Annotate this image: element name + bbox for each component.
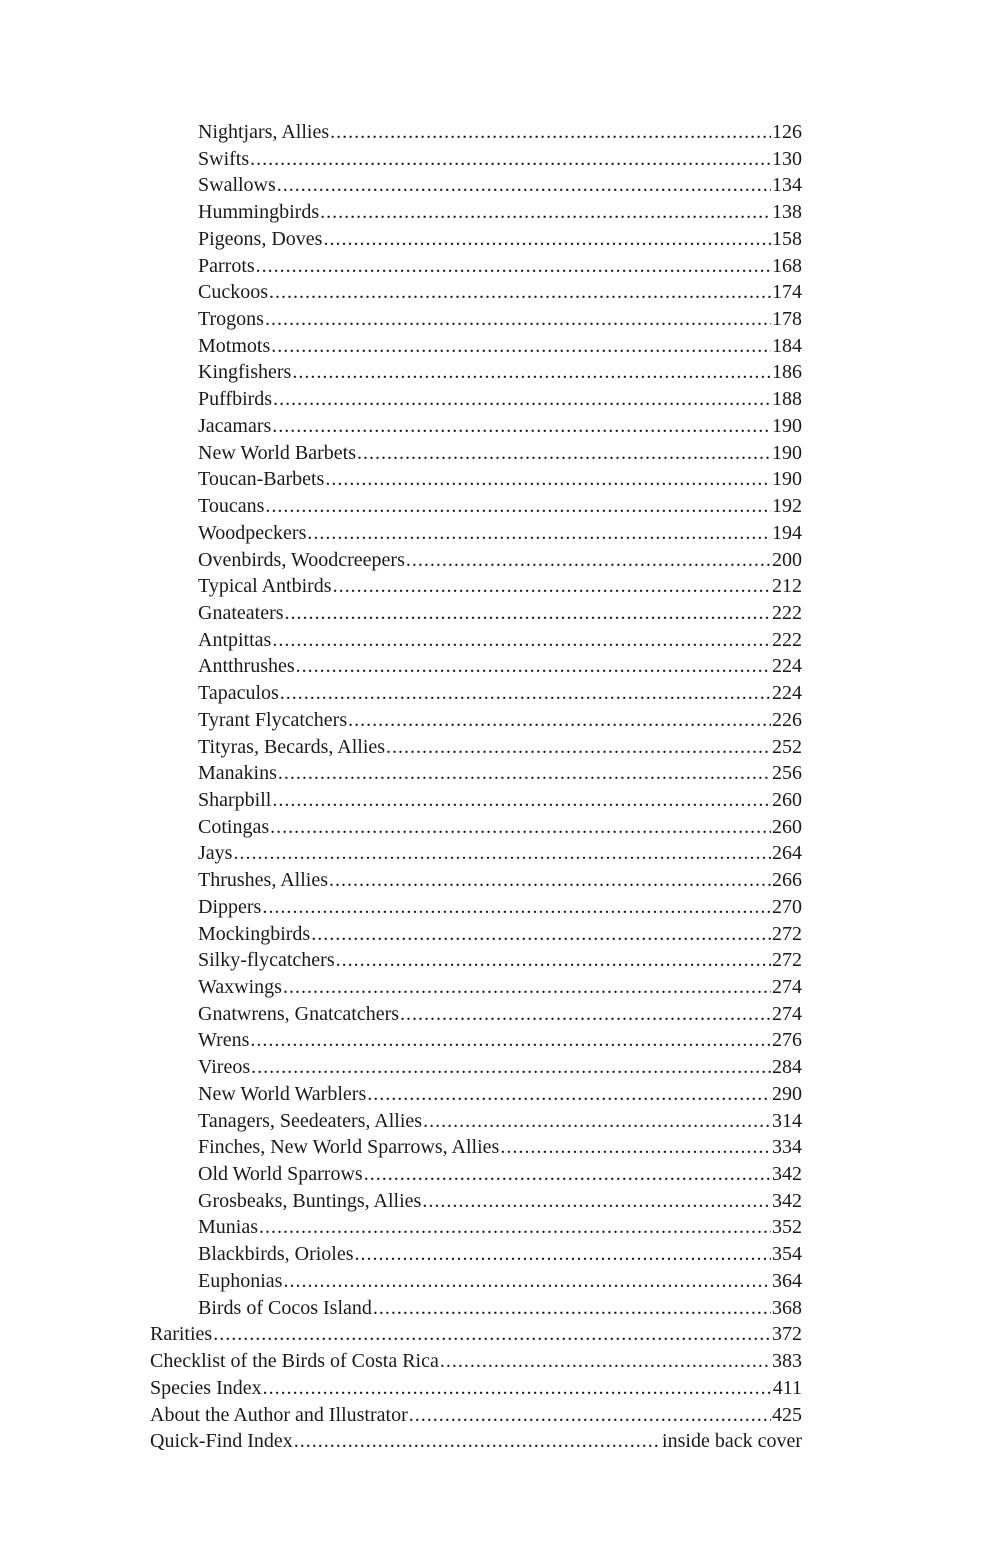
subsection-list	[150, 119, 802, 1321]
toc-entry-title: Jacamars	[198, 414, 272, 437]
toc-entry-page: 192	[772, 495, 802, 518]
toc-entry-page: 200	[772, 548, 802, 571]
toc-entry	[150, 974, 802, 1001]
toc-entry-title: Kingfishers	[198, 361, 292, 384]
dot-leader	[250, 1027, 771, 1054]
dot-leader	[269, 279, 771, 306]
toc-entry-title: Ovenbirds, Woodcreepers	[198, 548, 405, 571]
toc-entry-page: 334	[772, 1136, 802, 1159]
dot-leader	[272, 627, 771, 654]
toc-entry-title: Rarities	[150, 1323, 213, 1346]
toc-entry-page: 130	[772, 147, 802, 170]
toc-entry	[150, 1027, 802, 1054]
toc-entry	[150, 840, 802, 867]
toc-entry	[150, 627, 802, 654]
dot-leader	[273, 386, 771, 413]
toc-entry-page: 174	[772, 281, 802, 304]
toc-entry-title: Trogons	[198, 308, 264, 331]
toc-entry-page: 212	[772, 575, 802, 598]
toc-entry-title: Gnateaters	[198, 601, 284, 624]
toc-entry-title: Grosbeaks, Buntings, Allies	[198, 1189, 422, 1212]
toc-entry-page: 342	[772, 1189, 802, 1212]
toc-entry-title: Hummingbirds	[198, 201, 320, 224]
table-of-contents	[150, 119, 802, 1455]
dot-leader	[280, 680, 771, 707]
dot-leader	[259, 1214, 771, 1241]
toc-entry	[150, 1241, 802, 1268]
toc-entry-title: Sharpbill	[198, 788, 272, 811]
toc-entry	[150, 279, 802, 306]
toc-entry-page: 425	[772, 1403, 802, 1426]
toc-entry-page: 411	[772, 1376, 802, 1399]
toc-entry	[150, 734, 802, 761]
toc-entry-page: inside back cover	[662, 1430, 802, 1453]
toc-entry-title: Manakins	[198, 762, 277, 785]
dot-leader	[277, 172, 771, 199]
toc-entry	[150, 760, 802, 787]
toc-entry	[150, 1054, 802, 1081]
toc-entry-title: Antthrushes	[198, 655, 295, 678]
toc-entry-page: 314	[772, 1109, 802, 1132]
toc-entry-page: 352	[772, 1216, 802, 1239]
toc-entry	[150, 1081, 802, 1108]
toc-entry	[150, 333, 802, 360]
toc-entry-page: 190	[772, 414, 802, 437]
toc-entry	[150, 386, 802, 413]
dot-leader	[348, 707, 771, 734]
dot-leader	[307, 520, 771, 547]
toc-entry-title: Mockingbirds	[198, 922, 311, 945]
toc-entry-title: Tanagers, Seedeaters, Allies	[198, 1109, 423, 1132]
dot-leader	[500, 1134, 771, 1161]
toc-entry-page: 222	[772, 628, 802, 651]
dot-leader	[256, 253, 771, 280]
toc-entry-title: Dippers	[198, 895, 262, 918]
toc-entry-page: 354	[772, 1243, 802, 1266]
toc-entry	[150, 1161, 802, 1188]
toc-entry-title: Thrushes, Allies	[198, 869, 328, 892]
toc-entry-title: Antpittas	[198, 628, 272, 651]
toc-entry-title: Cuckoos	[198, 281, 268, 304]
toc-entry-title: Blackbirds, Orioles	[198, 1243, 354, 1266]
toc-entry	[150, 653, 802, 680]
toc-entry-page: 266	[772, 869, 802, 892]
toc-entry	[150, 547, 802, 574]
toc-entry	[150, 1295, 802, 1322]
dot-leader	[233, 840, 771, 867]
toc-entry-title: About the Author and Illustrator	[150, 1403, 408, 1426]
toc-entry-title: Swallows	[198, 174, 276, 197]
toc-entry-title: Vireos	[198, 1056, 251, 1079]
toc-entry-title: New World Warblers	[198, 1082, 367, 1105]
toc-entry-page: 274	[772, 976, 802, 998]
toc-entry-page: 364	[772, 1269, 802, 1292]
dot-leader	[292, 359, 771, 386]
dot-leader	[355, 1241, 771, 1268]
dot-leader	[250, 146, 771, 173]
dot-leader	[283, 1268, 771, 1295]
toc-entry-page: 290	[772, 1082, 802, 1105]
toc-entry-title: Euphonias	[198, 1269, 283, 1292]
toc-entry-page: 383	[772, 1350, 802, 1373]
toc-entry	[150, 1134, 802, 1161]
toc-entry-page: 270	[772, 895, 802, 918]
toc-entry	[150, 867, 802, 894]
toc-entry-page: 342	[772, 1163, 802, 1186]
toc-entry-page: 264	[772, 842, 802, 865]
dot-leader	[272, 787, 771, 814]
toc-entry-page: 186	[772, 361, 802, 384]
toc-entry-title: Parrots	[198, 254, 255, 277]
toc-entry-title: Jays	[198, 842, 233, 865]
section-list	[150, 1321, 802, 1455]
dot-leader	[364, 1161, 771, 1188]
dot-leader	[285, 600, 771, 627]
toc-entry-page: 184	[772, 334, 802, 357]
dot-leader	[333, 573, 771, 600]
dot-leader	[311, 921, 771, 948]
dot-leader	[423, 1108, 771, 1135]
toc-entry-page: 134	[772, 174, 802, 197]
dot-leader	[329, 867, 771, 894]
toc-entry-title: Toucans	[198, 495, 265, 518]
toc-entry	[150, 947, 802, 974]
toc-entry	[150, 520, 802, 547]
toc-entry-page: 222	[772, 601, 802, 624]
toc-entry-title: Tyrant Flycatchers	[198, 708, 348, 731]
toc-entry-title: Checklist of the Birds of Costa Rica	[150, 1350, 439, 1373]
toc-entry	[150, 573, 802, 600]
toc-entry-title: Birds of Cocos Island	[198, 1296, 372, 1319]
toc-entry	[150, 493, 802, 520]
toc-entry	[150, 440, 802, 467]
dot-leader	[336, 947, 771, 974]
dot-leader	[400, 1001, 771, 1028]
toc-entry	[150, 1428, 802, 1455]
dot-leader	[263, 1375, 772, 1402]
toc-entry	[150, 119, 802, 146]
toc-entry	[150, 894, 802, 921]
toc-entry-title: Wrens	[198, 1029, 250, 1052]
toc-entry	[150, 306, 802, 333]
toc-entry	[150, 253, 802, 280]
toc-entry	[150, 707, 802, 734]
dot-leader	[323, 226, 771, 253]
dot-leader	[251, 1054, 771, 1081]
toc-entry	[150, 1108, 802, 1135]
toc-entry	[150, 1268, 802, 1295]
dot-leader	[270, 814, 771, 841]
toc-entry-title: Pigeons, Doves	[198, 227, 323, 250]
toc-entry-page: 274	[772, 1002, 802, 1025]
toc-entry-page: 194	[772, 521, 802, 544]
toc-entry-page: 256	[772, 762, 802, 785]
dot-leader	[325, 466, 771, 493]
toc-entry-page: 368	[772, 1296, 802, 1319]
dot-leader	[406, 547, 771, 574]
toc-entry	[150, 1375, 802, 1402]
toc-entry-title: Puffbirds	[198, 388, 273, 411]
toc-entry	[150, 226, 802, 253]
dot-leader	[330, 119, 771, 146]
toc-entry-page: 178	[772, 308, 802, 331]
toc-entry	[150, 1348, 802, 1375]
toc-entry-page: 138	[772, 201, 802, 224]
toc-entry-title: Woodpeckers	[198, 521, 307, 544]
toc-entry	[150, 921, 802, 948]
toc-entry	[150, 199, 802, 226]
toc-entry-title: Finches, New World Sparrows, Allies	[198, 1136, 500, 1159]
toc-entry-page: 272	[772, 922, 802, 945]
dot-leader	[386, 734, 771, 761]
dot-leader	[213, 1321, 771, 1348]
toc-entry-page: 260	[772, 815, 802, 838]
toc-entry-title: New World Barbets	[198, 441, 356, 464]
toc-entry	[150, 413, 802, 440]
toc-entry-page: 168	[772, 254, 802, 277]
dot-leader	[367, 1081, 771, 1108]
toc-entry-page: 188	[772, 388, 802, 411]
toc-entry-page: 190	[772, 441, 802, 464]
toc-entry-page: 226	[772, 708, 802, 731]
toc-entry	[150, 787, 802, 814]
dot-leader	[440, 1348, 771, 1375]
toc-entry-page: 284	[772, 1056, 802, 1079]
toc-entry-page: 190	[772, 468, 802, 491]
dot-leader	[296, 653, 771, 680]
dot-leader	[271, 333, 771, 360]
toc-entry-title: Tityras, Becards, Allies	[198, 735, 386, 758]
dot-leader	[409, 1402, 771, 1429]
toc-entry-title: Motmots	[198, 334, 271, 357]
toc-entry-title: Swifts	[198, 147, 250, 170]
toc-entry-title: Silky-flycatchers	[198, 949, 335, 972]
dot-leader	[262, 894, 771, 921]
toc-entry-page: 272	[772, 949, 802, 972]
toc-entry	[150, 680, 802, 707]
toc-entry	[150, 1214, 802, 1241]
toc-entry	[150, 146, 802, 173]
dot-leader	[265, 306, 771, 333]
dot-leader	[265, 493, 771, 520]
toc-entry-page: 224	[772, 655, 802, 678]
toc-entry	[150, 1402, 802, 1429]
dot-leader	[373, 1295, 771, 1322]
toc-entry-page: 126	[772, 121, 802, 143]
toc-entry-title: Cotingas	[198, 815, 270, 838]
toc-entry-title: Toucan-Barbets	[198, 468, 325, 491]
toc-entry	[150, 359, 802, 386]
toc-entry-title: Typical Antbirds	[198, 575, 332, 598]
toc-entry-page: 224	[772, 682, 802, 705]
dot-leader	[278, 760, 771, 787]
toc-entry-page: 372	[772, 1323, 802, 1346]
toc-entry-page: 276	[772, 1029, 802, 1052]
dot-leader	[422, 1188, 771, 1215]
toc-entry-page: 260	[772, 788, 802, 811]
toc-entry-title: Waxwings	[198, 976, 282, 998]
dot-leader	[357, 440, 771, 467]
toc-entry	[150, 466, 802, 493]
toc-entry-title: Old World Sparrows	[198, 1163, 363, 1186]
toc-entry	[150, 1321, 802, 1348]
dot-leader	[272, 413, 771, 440]
toc-entry-page: 158	[772, 227, 802, 250]
dot-leader	[294, 1428, 661, 1455]
dot-leader	[283, 974, 771, 1001]
toc-entry	[150, 1188, 802, 1215]
toc-entry	[150, 600, 802, 627]
toc-entry-page: 252	[772, 735, 802, 758]
toc-entry-title: Munias	[198, 1216, 258, 1239]
toc-entry	[150, 1001, 802, 1028]
toc-entry-title: Nightjars, Allies	[198, 121, 330, 143]
toc-entry-title: Tapaculos	[198, 682, 279, 705]
toc-entry	[150, 172, 802, 199]
toc-entry-title: Species Index	[150, 1376, 262, 1399]
toc-entry-title: Gnatwrens, Gnatcatchers	[198, 1002, 400, 1025]
toc-entry	[150, 814, 802, 841]
toc-entry-title: Quick-Find Index	[150, 1430, 293, 1453]
dot-leader	[320, 199, 771, 226]
